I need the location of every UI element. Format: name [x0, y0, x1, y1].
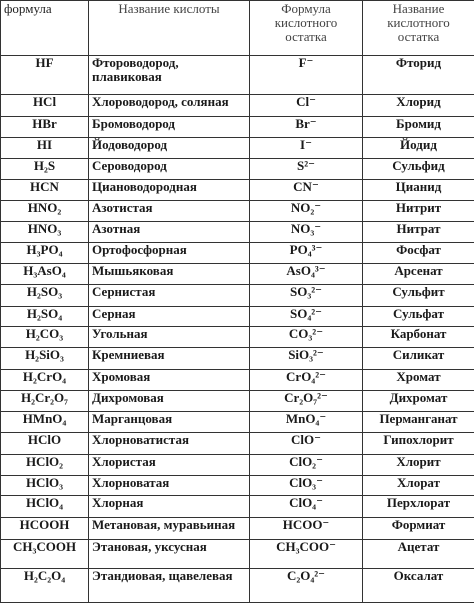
acid-name-cell: Йодоводород — [89, 137, 250, 158]
acid-formula-cell: H₂Cr₂O₇ — [1, 390, 89, 412]
acid-name-cell: Ортофосфорная — [89, 243, 250, 264]
acid-name-cell: Мышьяковая — [89, 264, 250, 285]
acid-formula-cell: H₂CO₃ — [1, 327, 89, 348]
residue-formula-cell: C₂O₄²⁻ — [250, 568, 363, 602]
table-row — [1, 327, 474, 348]
residue-formula-cell: Cl⁻ — [250, 95, 363, 117]
acid-formula-cell: H₂S — [1, 158, 89, 180]
table-row — [1, 95, 474, 117]
residue-formula-cell: AsO₄³⁻ — [250, 264, 363, 285]
residue-name-cell: Перманганат — [363, 412, 474, 433]
residue-formula-cell: CrO₄²⁻ — [250, 369, 363, 390]
residue-name-cell: Гипохлорит — [363, 433, 474, 455]
acid-name-cell: Этандиовая, щавелевая — [89, 568, 250, 602]
residue-name-cell: Фторид — [363, 56, 474, 95]
table-row — [1, 180, 474, 201]
acid-name-cell: Этановая, уксусная — [89, 539, 250, 568]
table-row — [1, 137, 474, 158]
acid-name-cell: Бромоводород — [89, 117, 250, 138]
residue-formula-cell: Cr₂O₇²⁻ — [250, 390, 363, 412]
residue-formula-cell: CH₃COO⁻ — [250, 539, 363, 568]
residue-formula-cell: SO₃²⁻ — [250, 284, 363, 306]
residue-name-cell: Йодид — [363, 137, 474, 158]
acid-formula-cell: HCl — [1, 95, 89, 117]
acid-formula-cell: HCN — [1, 180, 89, 201]
residue-name-cell: Хлорат — [363, 475, 474, 496]
residue-name-cell: Сульфит — [363, 284, 474, 306]
acid-name-cell: Азотистая — [89, 201, 250, 222]
acid-formula-cell: HNO₃ — [1, 221, 89, 243]
table-row — [1, 412, 474, 433]
residue-name-cell: Оксалат — [363, 568, 474, 602]
residue-name-cell: Хлорид — [363, 95, 474, 117]
header-residue-name: Название кислотного остатка — [363, 1, 474, 56]
acid-name-cell: Сернистая — [89, 284, 250, 306]
residue-name-cell: Хромат — [363, 369, 474, 390]
acid-formula-cell: HClO₄ — [1, 496, 89, 518]
acid-formula-cell: HMnO₄ — [1, 412, 89, 433]
acid-formula-cell: H₂CrO₄ — [1, 369, 89, 390]
residue-formula-cell: MnO₄⁻ — [250, 412, 363, 433]
acid-formula-cell: H₂SiO₃ — [1, 348, 89, 370]
residue-name-cell: Формиат — [363, 517, 474, 539]
residue-formula-cell: Br⁻ — [250, 117, 363, 138]
table-row — [1, 454, 474, 475]
table-row — [1, 496, 474, 518]
table-row — [1, 201, 474, 222]
table-row — [1, 539, 474, 568]
residue-name-cell: Сульфат — [363, 306, 474, 327]
residue-formula-cell: HCOO⁻ — [250, 517, 363, 539]
residue-name-cell: Силикат — [363, 348, 474, 370]
table-row — [1, 369, 474, 390]
residue-name-cell: Нитрит — [363, 201, 474, 222]
residue-formula-cell: CO₃²⁻ — [250, 327, 363, 348]
table-row — [1, 517, 474, 539]
acid-name-cell: Серная — [89, 306, 250, 327]
header-residue-formula: Формула кислотного остатка — [250, 1, 363, 56]
residue-formula-cell: I⁻ — [250, 137, 363, 158]
acid-formula-cell: HClO — [1, 433, 89, 455]
residue-name-cell: Арсенат — [363, 264, 474, 285]
residue-formula-cell: ClO₄⁻ — [250, 496, 363, 518]
acid-name-cell: Хлористая — [89, 454, 250, 475]
acid-formula-cell: HClO₃ — [1, 475, 89, 496]
residue-formula-cell: ClO₃⁻ — [250, 475, 363, 496]
acid-formula-cell: HClO₂ — [1, 454, 89, 475]
table-row — [1, 348, 474, 370]
table-row — [1, 475, 474, 496]
table-row — [1, 433, 474, 455]
acid-name-cell: Хлорная — [89, 496, 250, 518]
residue-name-cell: Карбонат — [363, 327, 474, 348]
acid-name-cell: Угольная — [89, 327, 250, 348]
acid-formula-cell: H₂SO₄ — [1, 306, 89, 327]
acid-formula-cell: HBr — [1, 117, 89, 138]
table-row — [1, 56, 474, 95]
table-row — [1, 284, 474, 306]
residue-name-cell: Цианид — [363, 180, 474, 201]
acid-formula-cell: HF — [1, 56, 89, 95]
residue-name-cell: Перхлорат — [363, 496, 474, 518]
acid-name-cell: Марганцовая — [89, 412, 250, 433]
acid-formula-cell: HCOOH — [1, 517, 89, 539]
residue-formula-cell: NO₃⁻ — [250, 221, 363, 243]
acid-name-cell: Циановодородная — [89, 180, 250, 201]
table-row — [1, 568, 474, 602]
residue-name-cell: Бромид — [363, 117, 474, 138]
acid-name-cell: Кремниевая — [89, 348, 250, 370]
acid-name-cell: Метановая, муравьиная — [89, 517, 250, 539]
table-row — [1, 117, 474, 138]
acid-formula-cell: H₃PO₄ — [1, 243, 89, 264]
header-formula: формула — [1, 1, 89, 56]
residue-name-cell: Нитрат — [363, 221, 474, 243]
acid-formula-cell: HNO₂ — [1, 201, 89, 222]
acid-formula-cell: H₂SO₃ — [1, 284, 89, 306]
residue-formula-cell: PO₄³⁻ — [250, 243, 363, 264]
acid-name-cell: Сероводород — [89, 158, 250, 180]
residue-formula-cell: F⁻ — [250, 56, 363, 95]
residue-formula-cell: S²⁻ — [250, 158, 363, 180]
acid-name-cell: Хлороводород, соляная — [89, 95, 250, 117]
residue-formula-cell: NO₂⁻ — [250, 201, 363, 222]
acid-name-cell: Дихромовая — [89, 390, 250, 412]
acid-name-cell: Хромовая — [89, 369, 250, 390]
residue-name-cell: Дихромат — [363, 390, 474, 412]
acid-name-cell: Хлорноватая — [89, 475, 250, 496]
table-row — [1, 306, 474, 327]
residue-name-cell: Ацетат — [363, 539, 474, 568]
residue-formula-cell: SO₄²⁻ — [250, 306, 363, 327]
acid-formula-cell: H₃AsO₄ — [1, 264, 89, 285]
header-acid-name: Название кислоты — [89, 1, 250, 56]
acid-formula-cell: CH₃COOH — [1, 539, 89, 568]
acid-name-cell: Хлорноватистая — [89, 433, 250, 455]
residue-formula-cell: ClO⁻ — [250, 433, 363, 455]
residue-name-cell: Фосфат — [363, 243, 474, 264]
acid-formula-cell: HI — [1, 137, 89, 158]
table-row — [1, 158, 474, 180]
acid-name-cell: Фтороводород, плавиковая — [89, 56, 250, 95]
acid-formula-cell: H₂C₂O₄ — [1, 568, 89, 602]
table-row — [1, 243, 474, 264]
header-row — [1, 1, 474, 56]
residue-formula-cell: SiO₃²⁻ — [250, 348, 363, 370]
residue-name-cell: Сульфид — [363, 158, 474, 180]
residue-name-cell: Хлорит — [363, 454, 474, 475]
acid-name-cell: Азотная — [89, 221, 250, 243]
residue-formula-cell: CN⁻ — [250, 180, 363, 201]
residue-formula-cell: ClO₂⁻ — [250, 454, 363, 475]
table-row — [1, 221, 474, 243]
table-row — [1, 264, 474, 285]
table-row — [1, 390, 474, 412]
